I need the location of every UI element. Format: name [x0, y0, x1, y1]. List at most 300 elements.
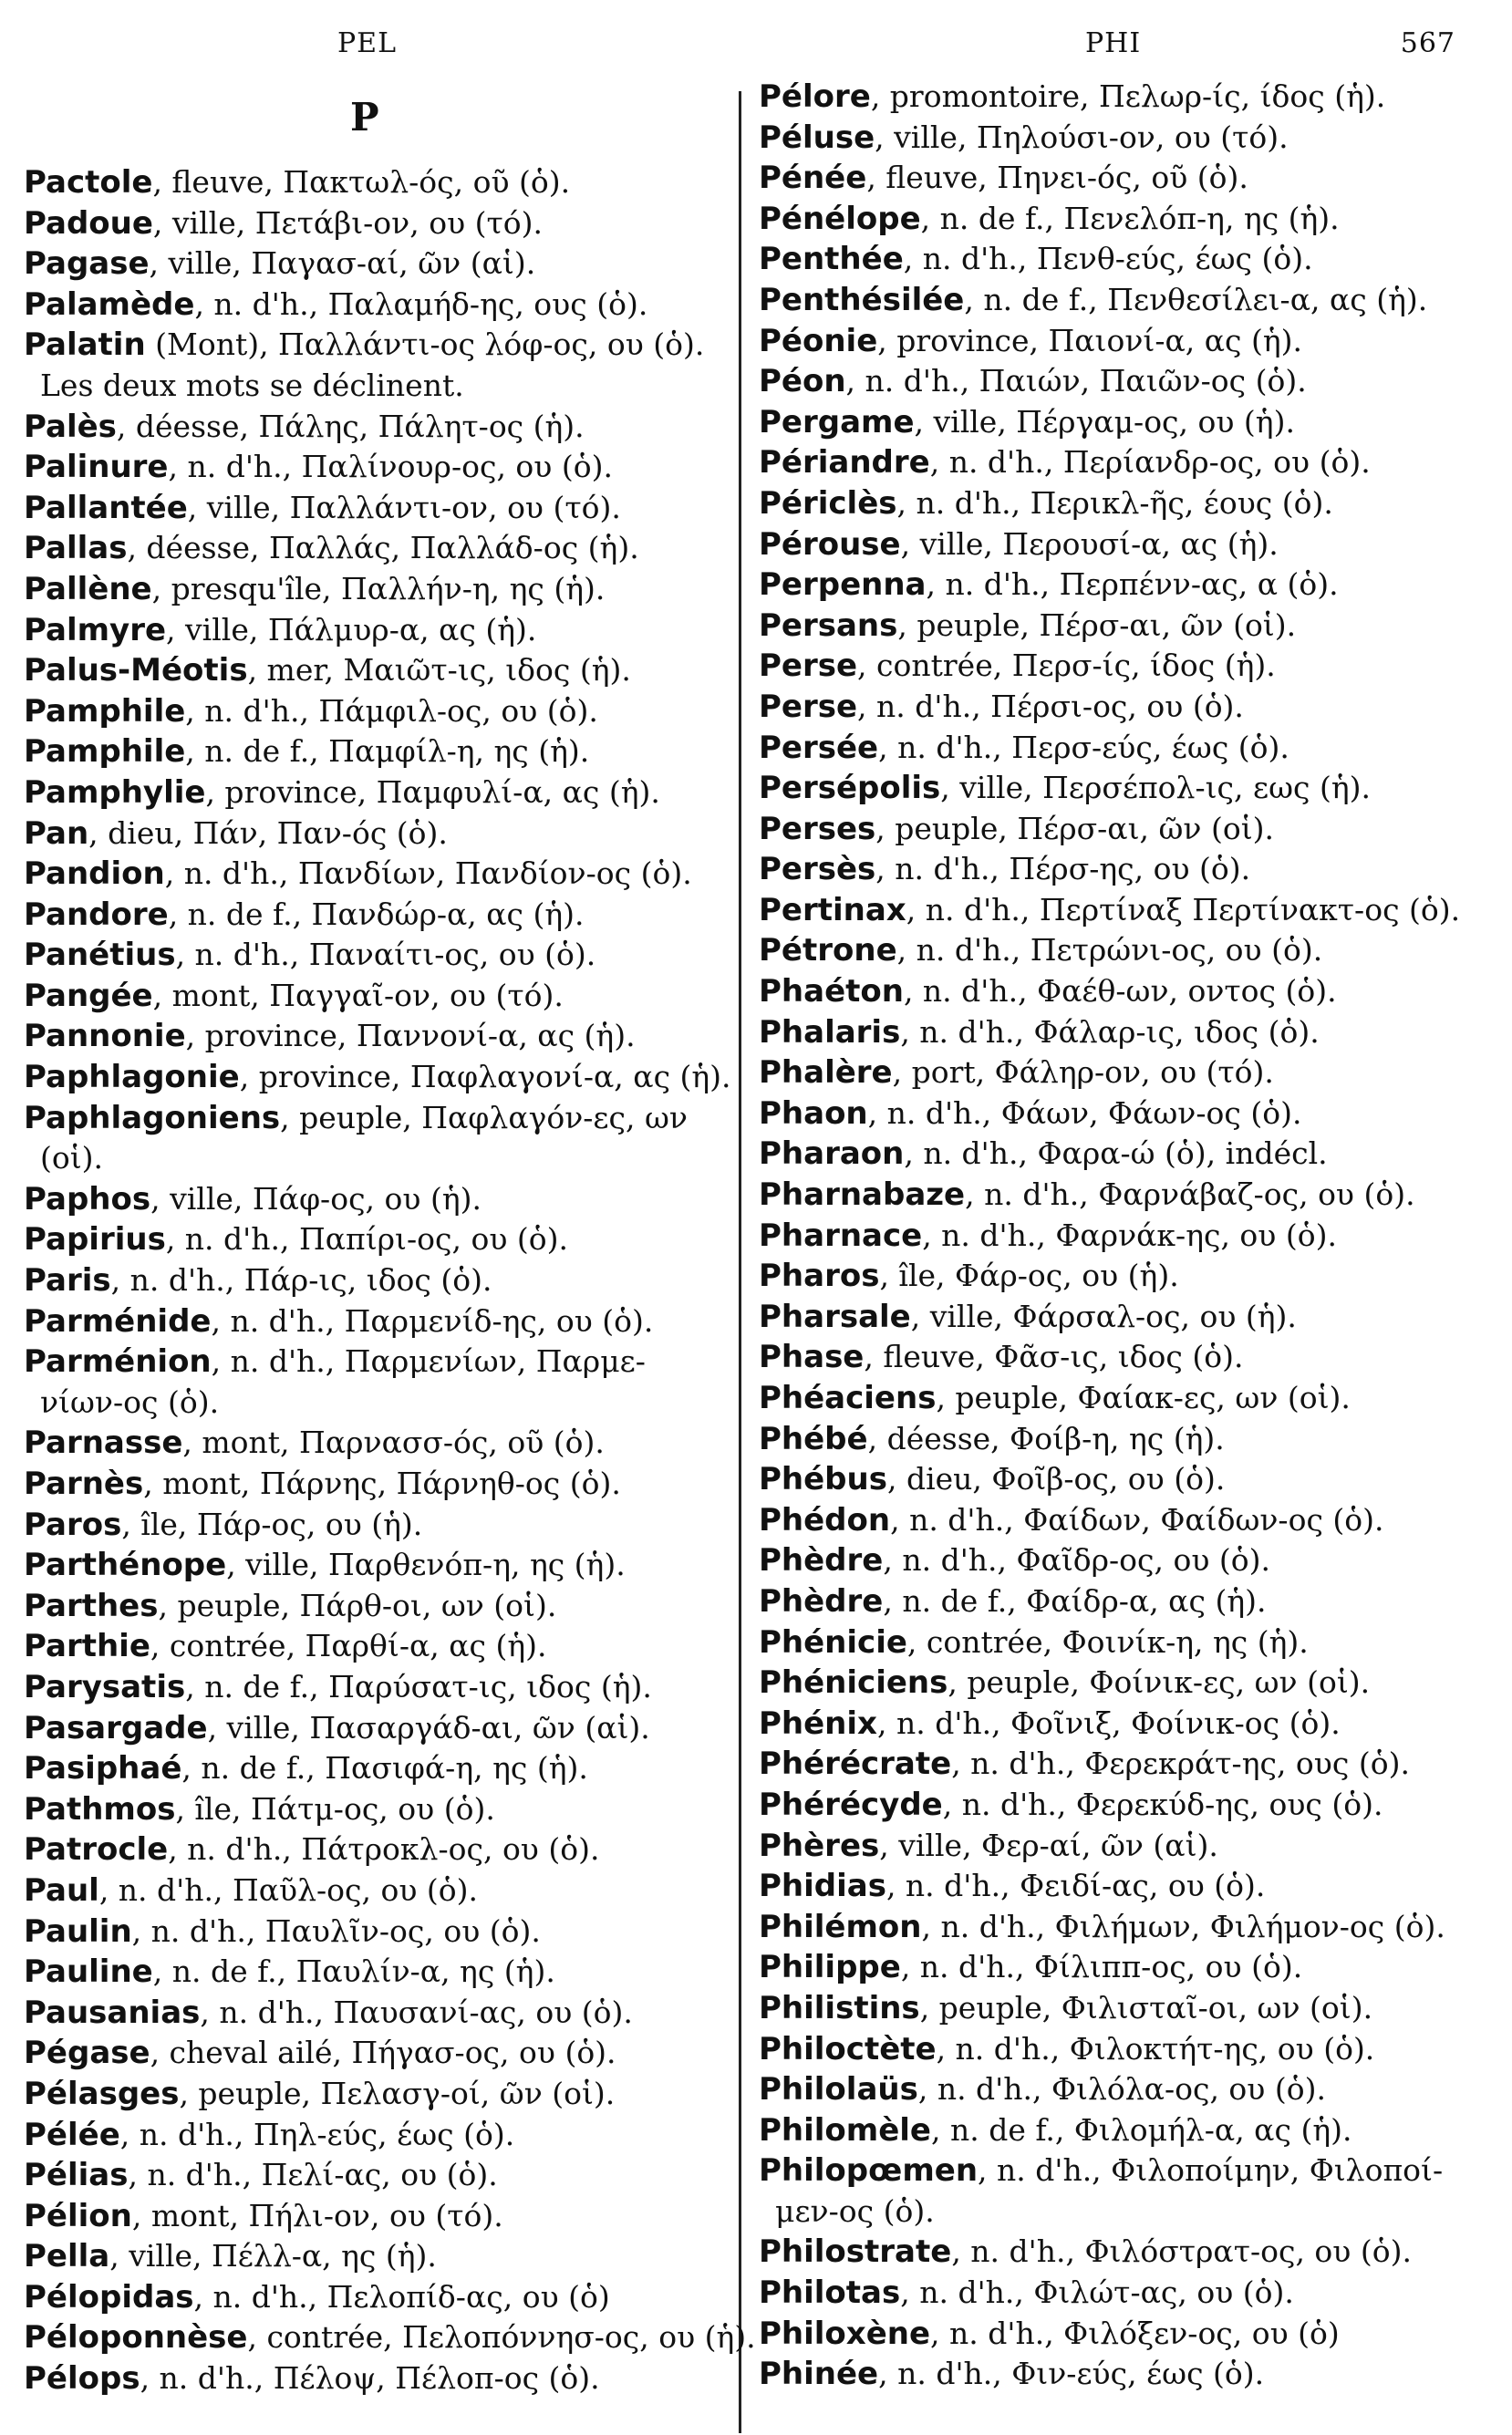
- dictionary-entry: [759, 768, 1488, 809]
- entry-headword: Philistins: [759, 1989, 920, 2026]
- dictionary-entry: [759, 1866, 1488, 1907]
- entry-headword: Pélops: [24, 2360, 140, 2398]
- entry-headword: Patrocle: [24, 1831, 169, 1869]
- section-letter: P: [350, 95, 379, 140]
- dictionary-entry: [759, 402, 1488, 443]
- entry-headword: Philopœmen: [759, 2152, 979, 2190]
- entry-headword: Parthénope: [24, 1547, 227, 1584]
- dictionary-entry: [24, 772, 728, 813]
- dictionary-entry: [759, 1785, 1488, 1826]
- running-head-left: PEL: [337, 27, 398, 59]
- running-head-right: PHI: [1085, 27, 1142, 59]
- dictionary-entry: [759, 158, 1488, 199]
- dictionary-entry: [24, 2155, 728, 2196]
- dictionary-entry: [24, 1342, 728, 1383]
- entry-definition: , n. d'h., Παναίτι-ος, ου (ὁ).: [175, 937, 596, 973]
- entry-headword: Pagase: [24, 245, 150, 283]
- dictionary-entry: [759, 1947, 1488, 1988]
- entry-definition: , n. de f., Παρύσατ-ις, ιδος (ἡ).: [185, 1668, 652, 1704]
- entry-headword: Paphlagoniens: [24, 1099, 281, 1136]
- dictionary-entry: [24, 610, 728, 651]
- right-column: [759, 77, 1488, 2395]
- entry-definition: , n. d'h., Φιλόξεν-ος, ου (ὁ): [930, 2315, 1340, 2351]
- entry-headword: Perse: [759, 688, 858, 725]
- entry-headword: Phérécyde: [759, 1786, 943, 1823]
- entry-definition: , n. d'h., Παῦλ-ος, ου (ὁ).: [98, 1871, 478, 1908]
- entry-definition: , contrée, Παρθί-α, ας (ἡ).: [150, 1628, 547, 1664]
- entry-headword: Parysatis: [24, 1668, 186, 1705]
- dictionary-entry: [759, 971, 1488, 1012]
- entry-headword: Phébé: [759, 1420, 868, 1457]
- dictionary-entry: [759, 930, 1488, 971]
- entry-headword: Péluse: [759, 119, 875, 156]
- entry-definition: , n. d'h., Παρμενίδ-ης, ου (ὁ).: [211, 1302, 654, 1339]
- dictionary-entry: [24, 203, 728, 244]
- dictionary-entry: [24, 1179, 728, 1220]
- entry-definition: , n. d'h., Φιλόλα-ος, ου (ὁ).: [917, 2071, 1326, 2108]
- dictionary-entry: [759, 1744, 1488, 1785]
- entry-headword: Pella: [24, 2238, 110, 2275]
- entry-headword: Pélore: [759, 78, 871, 115]
- dictionary-entry: [759, 118, 1488, 159]
- entry-headword: Philoctète: [759, 2030, 937, 2067]
- entry-definition: , n. de f., Πενθεσίλει-α, ας (ἡ).: [964, 281, 1428, 317]
- entry-definition: , contrée, Περσ-ίς, ίδος (ἡ).: [857, 648, 1276, 684]
- dictionary-entry: [24, 1829, 728, 1870]
- entry-headword: Pactole: [24, 164, 153, 201]
- entry-definition: , n. d'h., Φιλοκτήτ-ης, ου (ὁ).: [936, 2030, 1375, 2067]
- entry-definition: , n. d'h., Περπένν-ας, α (ὁ).: [926, 566, 1339, 603]
- entry-definition: , peuple, Φοίνικ-ες, ων (οἱ).: [948, 1664, 1371, 1701]
- dictionary-entry: [24, 244, 728, 285]
- dictionary-entry: [759, 1988, 1488, 2029]
- dictionary-entry: [24, 1260, 728, 1301]
- dictionary-entry: [759, 1093, 1488, 1135]
- dictionary-entry: [759, 1378, 1488, 1419]
- entry-definition: , peuple, Πέρσ-αι, ῶν (οἱ).: [875, 810, 1275, 846]
- dictionary-entry: [24, 1138, 728, 1179]
- entry-definition: , mont, Πήλι-ον, ου (τό).: [131, 2197, 503, 2233]
- entry-headword: Pathmos: [24, 1790, 176, 1828]
- dictionary-entry: [759, 2069, 1488, 2110]
- dictionary-entry: [24, 2074, 728, 2115]
- dictionary-entry: [759, 524, 1488, 565]
- entry-definition: , n. d'h., Φιλήμων, Φιλήμον-ος (ὁ).: [921, 1908, 1445, 1944]
- dictionary-entry: [759, 606, 1488, 647]
- entry-definition: , n. d'h., Φαρνάκ-ης, ου (ὁ).: [922, 1217, 1337, 1253]
- dictionary-entry: [24, 1912, 728, 1953]
- entry-definition: , n. de f., Παυλίν-α, ης (ἡ).: [152, 1953, 555, 1990]
- entry-headword: Pasiphaé: [24, 1750, 182, 1787]
- entry-definition: , ville, Πάλμυρ-α, ας (ἡ).: [166, 611, 537, 648]
- entry-headword: Philoxène: [759, 2315, 931, 2352]
- entry-headword: Pégase: [24, 2035, 150, 2072]
- entry-definition: , n. d'h., Φαρνάβαζ-ος, ου (ὁ).: [965, 1176, 1415, 1213]
- entry-headword: Pérouse: [759, 525, 901, 563]
- entry-definition: , contrée, Πελοπόννησ-ος, ου (ἡ).: [247, 2319, 756, 2356]
- entry-headword: Phères: [759, 1827, 880, 1864]
- entry-headword: Péloponnèse: [24, 2319, 248, 2357]
- entry-definition: , n. d'h., Παλαμήδ-ης, ους (ὁ).: [194, 285, 648, 322]
- entry-definition: , peuple, Παφλαγόν-ες, ων: [280, 1099, 688, 1135]
- entry-headword: Pamphile: [24, 733, 186, 771]
- entry-definition: , n. d'h., Φιλόστρατ-ος, ου (ὁ).: [951, 2233, 1412, 2270]
- entry-definition: , n. d'h., Πελί-ας, ου (ὁ).: [128, 2157, 498, 2193]
- entry-definition: , déesse, Φοίβ-η, ης (ἡ).: [867, 1420, 1225, 1456]
- entry-headword: Périclès: [759, 484, 897, 522]
- entry-definition: , dieu, Πάν, Παν-ός (ὁ).: [88, 814, 448, 851]
- entry-definition: , ville, Πηλούσι-ον, ου (τό).: [875, 119, 1289, 155]
- entry-definition: , n. d'h., Φάων, Φάων-ος (ὁ).: [867, 1094, 1302, 1131]
- entry-headword: Pasargade: [24, 1709, 208, 1746]
- dictionary-entry: [759, 1826, 1488, 1867]
- entry-definition: , n. de f., Φιλομήλ-α, ας (ἡ).: [931, 2111, 1352, 2148]
- entry-definition: , n. d'h., Φοῖνιξ, Φοίνικ-ος (ὁ).: [876, 1704, 1341, 1741]
- entry-definition: , ville, Φερ-αί, ῶν (αἱ).: [879, 1827, 1218, 1863]
- entry-definition: , île, Φάρ-ος, ου (ἡ).: [879, 1258, 1179, 1294]
- left-column: [24, 162, 756, 2399]
- entry-headword: Pélion: [24, 2197, 132, 2234]
- entry-headword: Phénicie: [759, 1623, 907, 1661]
- entry-definition: , mont, Παγγαῖ-ον, ου (τό).: [152, 977, 564, 1013]
- entry-headword: Phédon: [759, 1501, 891, 1539]
- dictionary-entry: [759, 1419, 1488, 1460]
- entry-headword: Phinée: [759, 2356, 879, 2393]
- dictionary-entry: [759, 77, 1488, 118]
- entry-definition: , province, Παφλαγονί-α, ας (ἡ).: [239, 1059, 731, 1095]
- entry-headword: Perses: [759, 810, 876, 847]
- entry-headword: Phébus: [759, 1461, 887, 1498]
- entry-headword: Philostrate: [759, 2233, 952, 2271]
- entry-headword: Persès: [759, 851, 876, 888]
- dictionary-entry: [24, 854, 728, 895]
- entry-definition: , n. d'h., Περικλ-ῆς, έους (ὁ).: [896, 484, 1333, 521]
- dictionary-entry: [24, 1219, 728, 1260]
- dictionary-entry: [759, 1052, 1488, 1093]
- dictionary-entry: [759, 1704, 1488, 1745]
- dictionary-entry: [759, 1459, 1488, 1500]
- dictionary-entry: [24, 1667, 728, 1708]
- dictionary-entry: [759, 1256, 1488, 1297]
- entry-headword: Phénix: [759, 1704, 877, 1742]
- entry-headword: Pélopidas: [24, 2278, 194, 2316]
- dictionary-entry: [759, 1297, 1488, 1338]
- dictionary-entry: [24, 2277, 728, 2318]
- dictionary-entry: [24, 325, 728, 366]
- entry-definition: , île, Πάρ-ος, ου (ἡ).: [121, 1506, 423, 1542]
- entry-headword: Pénée: [759, 160, 867, 197]
- entry-headword: Phéaciens: [759, 1380, 937, 1416]
- entry-headword: Paris: [24, 1262, 111, 1300]
- entry-definition: , ville, Παγασ-αί, ῶν (αἱ).: [149, 245, 536, 282]
- entry-headword: Pallas: [24, 530, 128, 567]
- dictionary-entry: [24, 488, 728, 529]
- entry-definition: , fleuve, Πακτωλ-ός, οῦ (ὁ).: [152, 164, 571, 200]
- entry-headword: Penthésilée: [759, 281, 965, 318]
- entry-headword: Pallène: [24, 570, 152, 607]
- entry-headword: Pandion: [24, 855, 165, 893]
- dictionary-entry: [759, 1337, 1488, 1378]
- entry-definition: , n. d'h., Φιν-εύς, έως (ὁ).: [878, 2356, 1265, 2392]
- entry-headword: Phèdre: [759, 1582, 884, 1620]
- entry-definition: , fleuve, Φᾶσ-ις, ιδος (ὁ).: [864, 1339, 1244, 1375]
- dictionary-entry: [759, 1622, 1488, 1663]
- dictionary-entry: [759, 1012, 1488, 1053]
- entry-headword: Palatin: [24, 326, 146, 364]
- entry-headword: Phidias: [759, 1868, 886, 1905]
- entry-headword: Périandre: [759, 444, 930, 482]
- dictionary-entry: [759, 890, 1488, 931]
- dictionary-entry: [24, 1383, 728, 1424]
- entry-definition: , n. d'h., Παυσανί-ας, ου (ὁ).: [200, 1994, 633, 2030]
- entry-definition: , n. d'h., Φαῖδρ-ος, ου (ὁ).: [883, 1542, 1271, 1579]
- entry-headword: Persans: [759, 606, 898, 644]
- dictionary-entry: [759, 1540, 1488, 1581]
- entry-headword: Persée: [759, 729, 879, 766]
- dictionary-entry: [759, 646, 1488, 687]
- dictionary-entry: [24, 2358, 728, 2399]
- entry-definition: , n. d'h., Πέρσι-ος, ου (ὁ).: [857, 688, 1244, 724]
- dictionary-entry: [24, 935, 728, 976]
- dictionary-entry: [24, 2115, 728, 2156]
- dictionary-entry: [759, 239, 1488, 280]
- entry-headword: Philémon: [759, 1908, 922, 1945]
- running-head: [0, 27, 1512, 69]
- entry-definition: , n. d'h., Πέρσ-ης, ου (ὁ).: [875, 851, 1251, 887]
- entry-definition: , port, Φάληρ-ον, ου (τό).: [892, 1054, 1274, 1091]
- entry-definition: , mer, Μαιῶτ-ις, ιδος (ἡ).: [247, 652, 631, 689]
- entry-headword: Parnasse: [24, 1425, 183, 1462]
- dictionary-entry: [24, 2317, 756, 2358]
- dictionary-entry: [24, 1016, 728, 1057]
- entry-headword: Philomèle: [759, 2111, 931, 2149]
- entry-definition: , déesse, Πάλης, Πάλητ-ος (ἡ).: [116, 408, 585, 444]
- entry-headword: Phéniciens: [759, 1664, 948, 1702]
- entry-continuation: νίων-ος (ὁ).: [40, 1383, 220, 1420]
- dictionary-entry: [759, 1134, 1488, 1175]
- entry-headword: Palamède: [24, 285, 195, 323]
- entry-definition: , ville, Πετάβι-ον, ου (τό).: [152, 204, 543, 241]
- entry-headword: Pélias: [24, 2157, 129, 2194]
- dictionary-entry: [24, 162, 728, 203]
- dictionary-entry: [24, 407, 728, 448]
- entry-definition: , ville, Πέλλ-α, ης (ἡ).: [109, 2238, 437, 2274]
- entry-definition: , n. d'h., Φερεκύδ-ης, ους (ὁ).: [942, 1786, 1383, 1822]
- entry-headword: Phase: [759, 1339, 865, 1376]
- dictionary-entry: [759, 1216, 1488, 1257]
- entry-headword: Parnès: [24, 1466, 144, 1502]
- entry-definition: , peuple, Πελασγ-οί, ῶν (οἱ).: [179, 2075, 616, 2111]
- entry-headword: Pauline: [24, 1953, 153, 1991]
- entry-definition: , n. d'h., Φίλιππ-ος, ου (ὁ).: [900, 1949, 1303, 1985]
- entry-definition: , île, Πάτμ-ος, ου (ὁ).: [175, 1790, 495, 1827]
- entry-definition: , peuple, Φιλισταῖ-οι, ων (οἱ).: [919, 1989, 1373, 2026]
- dictionary-entry: [24, 1464, 728, 1505]
- entry-definition: , n. de f., Πανδώρ-α, ας (ἡ).: [168, 896, 585, 932]
- dictionary-entry: [24, 895, 728, 936]
- entry-headword: Pamphylie: [24, 773, 206, 811]
- entry-definition: , ville, Πάφ-ος, ου (ἡ).: [150, 1180, 482, 1217]
- dictionary-entry: [24, 1423, 728, 1464]
- entry-headword: Perpenna: [759, 566, 927, 604]
- entry-headword: Palès: [24, 408, 117, 445]
- dictionary-entry: [24, 1098, 728, 1139]
- entry-headword: Paphlagonie: [24, 1059, 240, 1096]
- entry-definition: , n. d'h., Πέλοψ, Πέλοπ-ος (ὁ).: [140, 2360, 600, 2397]
- entry-headword: Pharnace: [759, 1217, 923, 1254]
- dictionary-entry: [759, 2314, 1488, 2355]
- dictionary-entry: [759, 1581, 1488, 1622]
- dictionary-entry: [759, 2354, 1488, 2395]
- entry-headword: Pannonie: [24, 1018, 186, 1055]
- dictionary-entry: [759, 565, 1488, 606]
- entry-definition: , n. d'h., Φειδί-ας, ου (ὁ).: [885, 1868, 1266, 1904]
- dictionary-entry: [759, 2273, 1488, 2314]
- entry-headword: Palus-Méotis: [24, 652, 248, 689]
- entry-headword: Pergame: [759, 403, 915, 440]
- entry-definition: , contrée, Φοινίκ-η, ης (ἡ).: [906, 1623, 1309, 1660]
- entry-headword: Pangée: [24, 977, 153, 1014]
- dictionary-entry: [759, 1663, 1488, 1704]
- dictionary-entry: [24, 1505, 728, 1546]
- entry-headword: Philotas: [759, 2274, 901, 2312]
- entry-definition: , n. d'h., Πάρ-ις, ιδος (ὁ).: [110, 1262, 492, 1299]
- entry-headword: Pélée: [24, 2116, 120, 2153]
- dictionary-entry: [24, 1057, 731, 1098]
- dictionary-entry: [24, 528, 728, 569]
- entry-definition: , ville, Πέργαμ-ος, ου (ἡ).: [914, 403, 1295, 440]
- dictionary-entry: [759, 687, 1488, 728]
- entry-definition: , peuple, Πάρθ-οι, ων (οἱ).: [158, 1587, 557, 1623]
- entry-headword: Pausanias: [24, 1994, 201, 2031]
- dictionary-entry: [24, 569, 728, 610]
- entry-headword: Palinure: [24, 449, 169, 486]
- entry-headword: Papirius: [24, 1221, 166, 1259]
- dictionary-entry: [24, 2196, 728, 2237]
- dictionary-entry: [759, 728, 1488, 769]
- entry-headword: Pamphile: [24, 692, 186, 730]
- entry-headword: Pandore: [24, 896, 169, 933]
- entry-definition: , ville, Φάρσαλ-ος, ου (ἡ).: [910, 1298, 1297, 1334]
- entry-headword: Péon: [759, 363, 846, 400]
- entry-continuation: μεν-ος (ὁ).: [775, 2192, 935, 2229]
- entry-headword: Philolaüs: [759, 2071, 918, 2109]
- entry-definition: , peuple, Πέρσ-αι, ῶν (οἱ).: [897, 606, 1297, 643]
- entry-headword: Phaéton: [759, 973, 904, 1010]
- entry-definition: , n. d'h., Πηλ-εύς, έως (ὁ).: [119, 2116, 515, 2152]
- entry-headword: Padoue: [24, 204, 153, 242]
- dictionary-entry: [24, 1545, 728, 1586]
- dictionary-entry: [759, 2029, 1488, 2070]
- entry-definition: , n. d'h., Περσ-εύς, έως (ὁ).: [878, 729, 1289, 765]
- entry-definition: , province, Παμφυλί-α, ας (ἡ).: [205, 773, 660, 810]
- entry-definition: , n. d'h., Πανδίων, Πανδίον-ος (ὁ).: [164, 855, 692, 892]
- entry-headword: Paros: [24, 1506, 122, 1543]
- entry-definition: , province, Παννονί-α, ας (ἡ).: [185, 1018, 636, 1054]
- dictionary-entry: [759, 483, 1488, 524]
- entry-headword: Pénélope: [759, 200, 921, 237]
- entry-headword: Perse: [759, 648, 858, 685]
- entry-definition: , n. d'h., Πετρώνι-ος, ου (ὁ).: [896, 932, 1323, 969]
- dictionary-entry: [24, 285, 728, 326]
- entry-headword: Parménion: [24, 1343, 212, 1381]
- dictionary-entry: [24, 2033, 728, 2074]
- entry-headword: Péonie: [759, 322, 878, 359]
- entry-headword: Paulin: [24, 1912, 132, 1950]
- entry-definition: , n. d'h., Φιλοποίμην, Φιλοποί-: [978, 2152, 1444, 2189]
- entry-headword: Phèdre: [759, 1542, 884, 1580]
- entry-headword: Parthes: [24, 1587, 159, 1624]
- entry-definition: , cheval ailé, Πήγασ-ος, ου (ὁ).: [150, 2035, 616, 2071]
- entry-definition: , presqu'île, Παλλήν-η, ης (ἡ).: [151, 570, 606, 606]
- dictionary-entry: [24, 2236, 728, 2277]
- entry-headword: Persépolis: [759, 770, 941, 807]
- entry-definition: , ville, Περουσί-α, ας (ἡ).: [900, 525, 1279, 562]
- dictionary-entry: [759, 1500, 1488, 1541]
- entry-headword: Paphos: [24, 1180, 151, 1218]
- entry-definition: , n. d'h., Παυλῖν-ος, ου (ὁ).: [131, 1912, 541, 1949]
- entry-headword: Pétrone: [759, 932, 897, 969]
- dictionary-entry: [24, 1748, 728, 1789]
- entry-headword: Penthée: [759, 241, 904, 278]
- entry-definition: , n. d'h., Παιών, Παιῶν-ος (ὁ).: [845, 363, 1307, 399]
- entry-definition: (Mont), Παλλάντι-ος λόφ-ος, ου (ὁ).: [145, 326, 705, 363]
- entry-headword: Phalère: [759, 1054, 893, 1092]
- entry-definition: , n. d'h., Φαίδων, Φαίδων-ος (ὁ).: [890, 1501, 1384, 1538]
- entry-headword: Philippe: [759, 1949, 901, 1986]
- entry-headword: Phalaris: [759, 1013, 901, 1051]
- entry-headword: Pharsale: [759, 1298, 911, 1335]
- entry-headword: Parthie: [24, 1628, 150, 1665]
- entry-definition: , n. d'h., Παρμενίων, Παρμε-: [211, 1343, 646, 1380]
- entry-definition: , ville, Παρθενόπ-η, ης (ἡ).: [226, 1547, 626, 1583]
- entry-definition: , n. de f., Πενελόπ-η, ης (ἡ).: [920, 200, 1340, 236]
- dictionary-entry: [759, 2192, 1488, 2233]
- entry-headword: Parménide: [24, 1302, 212, 1340]
- page-number: 567: [1400, 27, 1455, 59]
- entry-headword: Pertinax: [759, 891, 906, 928]
- dictionary-entry: [24, 1301, 728, 1342]
- entry-definition: , ville, Περσέπολ-ις, εως (ἡ).: [940, 770, 1371, 806]
- entry-definition: , n. d'h., Φερεκράτ-ης, ους (ὁ).: [951, 1746, 1410, 1782]
- entry-headword: Pharnabaze: [759, 1176, 966, 1214]
- entry-definition: , n. d'h., Πελοπίδ-ας, ου (ὁ): [193, 2278, 610, 2315]
- entry-definition: , dieu, Φοῖβ-ος, ου (ὁ).: [886, 1461, 1226, 1497]
- dictionary-entry: [24, 813, 728, 855]
- dictionary-entry: [24, 650, 728, 691]
- entry-headword: Palmyre: [24, 611, 167, 648]
- entry-definition: , n. d'h., Πάτροκλ-ος, ου (ὁ).: [168, 1831, 600, 1868]
- entry-definition: , n. d'h., Φαέθ-ων, οντος (ὁ).: [903, 973, 1337, 1010]
- entry-definition: , n. d'h., Φιλώτ-ας, ου (ὁ).: [900, 2274, 1294, 2311]
- entry-definition: , ville, Πασαργάδ-αι, ῶν (αἱ).: [207, 1709, 650, 1746]
- dictionary-entry: [759, 2150, 1488, 2192]
- dictionary-entry: [759, 280, 1488, 321]
- dictionary-entry: [24, 691, 728, 732]
- entry-definition: , n. d'h., Πάμφιλ-ος, ου (ὁ).: [185, 692, 598, 729]
- entry-definition: , peuple, Φαίακ-ες, ων (οἱ).: [936, 1380, 1351, 1415]
- dictionary-entry: [759, 2232, 1488, 2273]
- dictionary-entry: [24, 1870, 728, 1912]
- entry-headword: Pan: [24, 814, 89, 852]
- column-divider: [739, 91, 741, 2433]
- entry-headword: Pallantée: [24, 489, 188, 526]
- entry-headword: Paul: [24, 1871, 99, 1909]
- entry-headword: Pélasges: [24, 2075, 180, 2112]
- entry-definition: , mont, Πάρνης, Πάρνηθ-ος (ὁ).: [143, 1466, 621, 1501]
- entry-definition: , province, Παιονί-α, ας (ἡ).: [877, 322, 1303, 358]
- entry-definition: , n. de f., Πασιφά-η, ης (ἡ).: [181, 1750, 588, 1787]
